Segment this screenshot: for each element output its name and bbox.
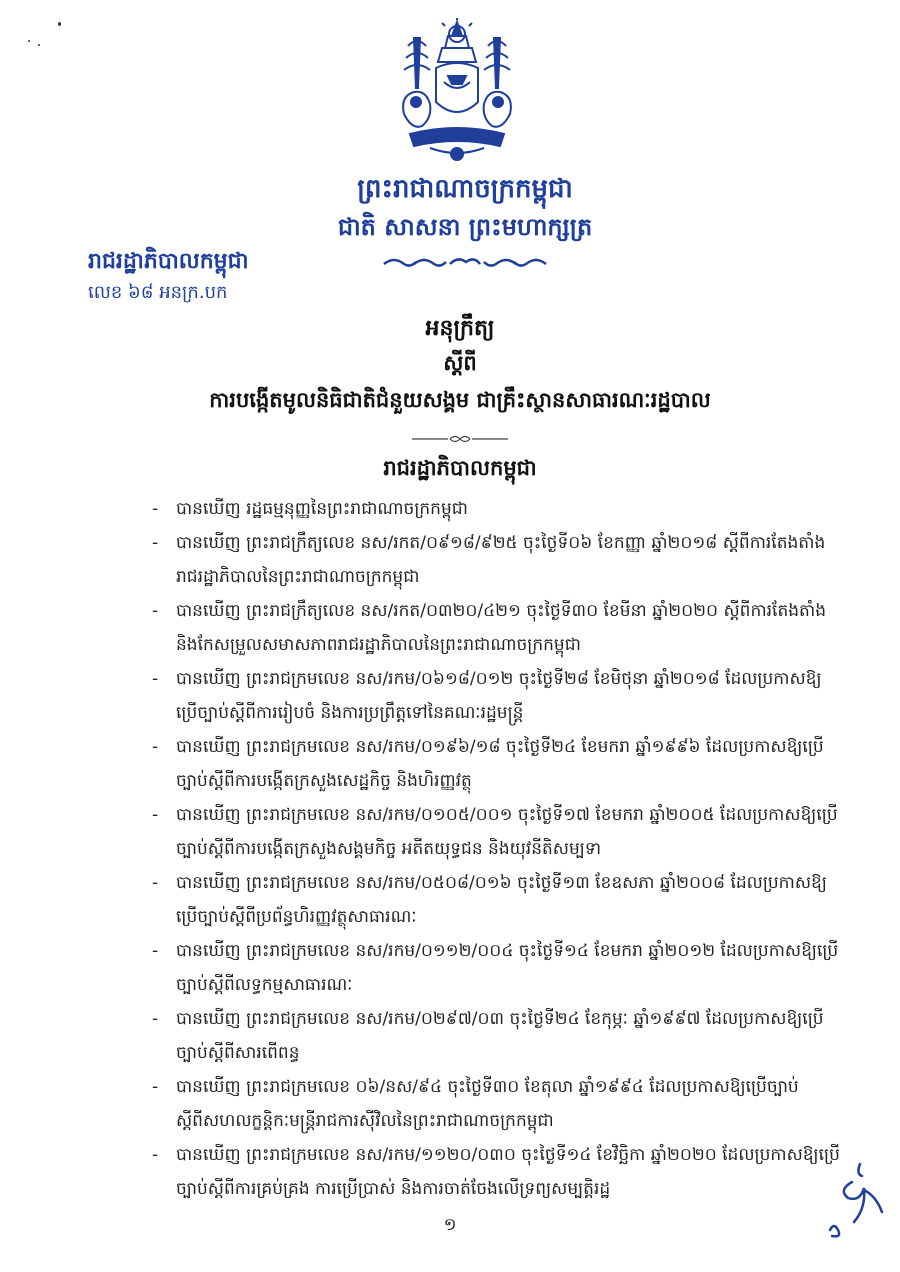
list-item-text: បានឃើញ ព្រះរាជក្រមលេខ នស/រកម/០៦១៨/០១២ ចុះថ្ងៃទី២៨ ខែមិថុនា ឆ្នាំ២០១៨ ដែលប្រកាសឱ្យប្រើច្បាប់ស្តីពីការរៀបចំ និងការប្រព្រឹត្តទៅនៃគណៈរដ្ឋមន្ត្រី [176, 669, 822, 723]
list-item-text: បានឃើញ ព្រះរាជក្រមលេខ នស/រកម/០១៩៦/១៨ ចុះថ្ងៃទី២៤ ខែមករា ឆ្នាំ១៩៩៦ ដែលប្រកាសឱ្យប្រើច្បាប់ស្តីពីការបង្កើតក្រសួងសេដ្ឋកិច្ច និងហិរញ្ញវត្ថុ [176, 737, 824, 791]
royal-arms-emblem-icon [392, 18, 522, 168]
list-dash: - [152, 1009, 159, 1029]
list-dash: - [152, 1077, 159, 1097]
list-item [148, 1138, 840, 1206]
kbach-ornament-icon [380, 254, 550, 270]
list-item [148, 934, 840, 1002]
list-dash: - [152, 873, 159, 893]
handwritten-initial-icon [808, 1160, 888, 1240]
list-dash: - [152, 669, 159, 689]
list-dash: - [152, 737, 159, 757]
body-issuer-heading: រាជរដ្ឋាភិបាលកម្ពុជា [383, 455, 537, 480]
page-number: ១ [443, 1215, 457, 1235]
issuer-block [88, 244, 348, 308]
list-dash: - [152, 805, 159, 825]
government-name: រាជរដ្ឋាភិបាលកម្ពុជា [88, 248, 249, 274]
title-about: ស្តីពី [443, 350, 477, 375]
list-item [148, 662, 840, 730]
list-item [148, 730, 840, 798]
document-title [120, 310, 800, 444]
kingdom-name: ព្រះរាជាណាចក្រកម្ពុជា [357, 174, 573, 204]
list-item [148, 594, 840, 662]
list-item-text: បានឃើញ ព្រះរាជក្រមលេខ នស/រកម/០៥០៨/០១៦ ចុះថ្ងៃទី១៣ ខែឧសភា ឆ្នាំ២០០៨ ដែលប្រកាសឱ្យប្រើច្បាប់ស្តីពីប្រព័ន្ធហិរញ្ញវត្ថុសាធារណៈ [176, 873, 827, 927]
list-item [148, 1002, 840, 1070]
list-dash: - [152, 601, 159, 621]
document-number: លេខ ៦៨ អនក្រ.បក [88, 282, 228, 303]
recital-list [148, 492, 840, 1206]
list-dash: - [152, 1145, 159, 1165]
scan-speck [58, 22, 61, 26]
title-type: អនុក្រឹត្យ [425, 315, 495, 341]
list-item [148, 526, 840, 594]
scan-speck [28, 40, 30, 42]
list-dash: - [152, 533, 159, 553]
list-item-text: បានឃើញ ព្រះរាជក្រឹត្យលេខ នស/រកត/០៩១៨/៩២៥ ចុះថ្ងៃទី០៦ ខែកញ្ញា ឆ្នាំ២០១៨ ស្តីពីការតែងតាំងរាជរដ្ឋាភិបាលនៃព្រះរាជាណាចក្រកម្ពុជា [176, 533, 826, 587]
list-item [148, 492, 840, 526]
list-item-text: បានឃើញ ព្រះរាជក្រមលេខ នស/រកម/១១២០/០៣០ ចុះថ្ងៃទី១៤ ខែវិច្ឆិកា ឆ្នាំ២០២០ ដែលប្រកាសឱ្យប្រើច្បាប់ស្តីពីការគ្រប់គ្រង ការប្រើប្រាស់ និងការចាត់ចែងលើទ្រព្យសម្បត្តិរដ្ឋ [176, 1145, 840, 1199]
national-motto: ជាតិ សាសនា ព្រះមហាក្សត្រ [337, 212, 593, 241]
title-subject: ការបង្កើតមូលនិធិជាតិជំនួយសង្គម ជាគ្រឹះស្ថានសាធារណៈរដ្ឋបាល [209, 387, 711, 412]
scan-speck [38, 44, 40, 46]
list-item-text: បានឃើញ ព្រះរាជក្រមលេខ ០៦/នស/៩៤ ចុះថ្ងៃទី៣០ ខែតុលា ឆ្នាំ១៩៩៤ ដែលប្រកាសឱ្យប្រើច្បាប់ស្តីពីសហលក្ខន្តិកៈមន្ត្រីរាជការស៊ីវិលនៃព្រះរាជាណាចក្រកម្ពុជា [176, 1077, 799, 1131]
ornamental-divider-icon [410, 434, 510, 444]
list-item-text: បានឃើញ ព្រះរាជក្រមលេខ នស/រកម/០១១២/០០៤ ចុះថ្ងៃទី១៤ ខែមករា ឆ្នាំ២០១២ ដែលប្រកាសឱ្យប្រើច្បាប់ស្តីពីលទ្ធកម្មសាធារណៈ [176, 941, 839, 995]
list-item-text: បានឃើញ ព្រះរាជក្រមលេខ នស/រកម/០២៩៧/០៣ ចុះថ្ងៃទី២៤ ខែកុម្ភៈ ឆ្នាំ១៩៩៧ ដែលប្រកាសឱ្យប្រើច្បាប់ស្តីពីសារពើពន្ធ [176, 1009, 824, 1063]
list-item-text: បានឃើញ ព្រះរាជក្រឹត្យលេខ នស/រកត/០៣២០/៤២១ ចុះថ្ងៃទី៣០ ខែមីនា ឆ្នាំ២០២០ ស្តីពីការតែងតាំងនិងកែសម្រួលសមាសភាពរាជរដ្ឋាភិបាលនៃព្រះរាជាណាចក្រកម្ពុជា [176, 601, 827, 655]
list-item [148, 866, 840, 934]
list-item-text: បានឃើញ ព្រះរាជក្រមលេខ នស/រកម/០១០៥/០០១ ចុះថ្ងៃទី១៧ ខែមករា ឆ្នាំ២០០៥ ដែលប្រកាសឱ្យប្រើច្បាប់ស្តីពីការបង្កើតក្រសួងសង្គមកិច្ច អតីតយុទ្ធជន និងយុវនីតិសម្បទា [176, 805, 838, 859]
list-item [148, 1070, 840, 1138]
list-item-text: បានឃើញ រដ្ឋធម្មនុញ្ញនៃព្រះរាជាណាចក្រកម្ពុជា [176, 499, 468, 519]
kingdom-header [300, 170, 630, 270]
list-dash: - [152, 499, 159, 519]
list-item [148, 798, 840, 866]
list-dash: - [152, 941, 159, 961]
